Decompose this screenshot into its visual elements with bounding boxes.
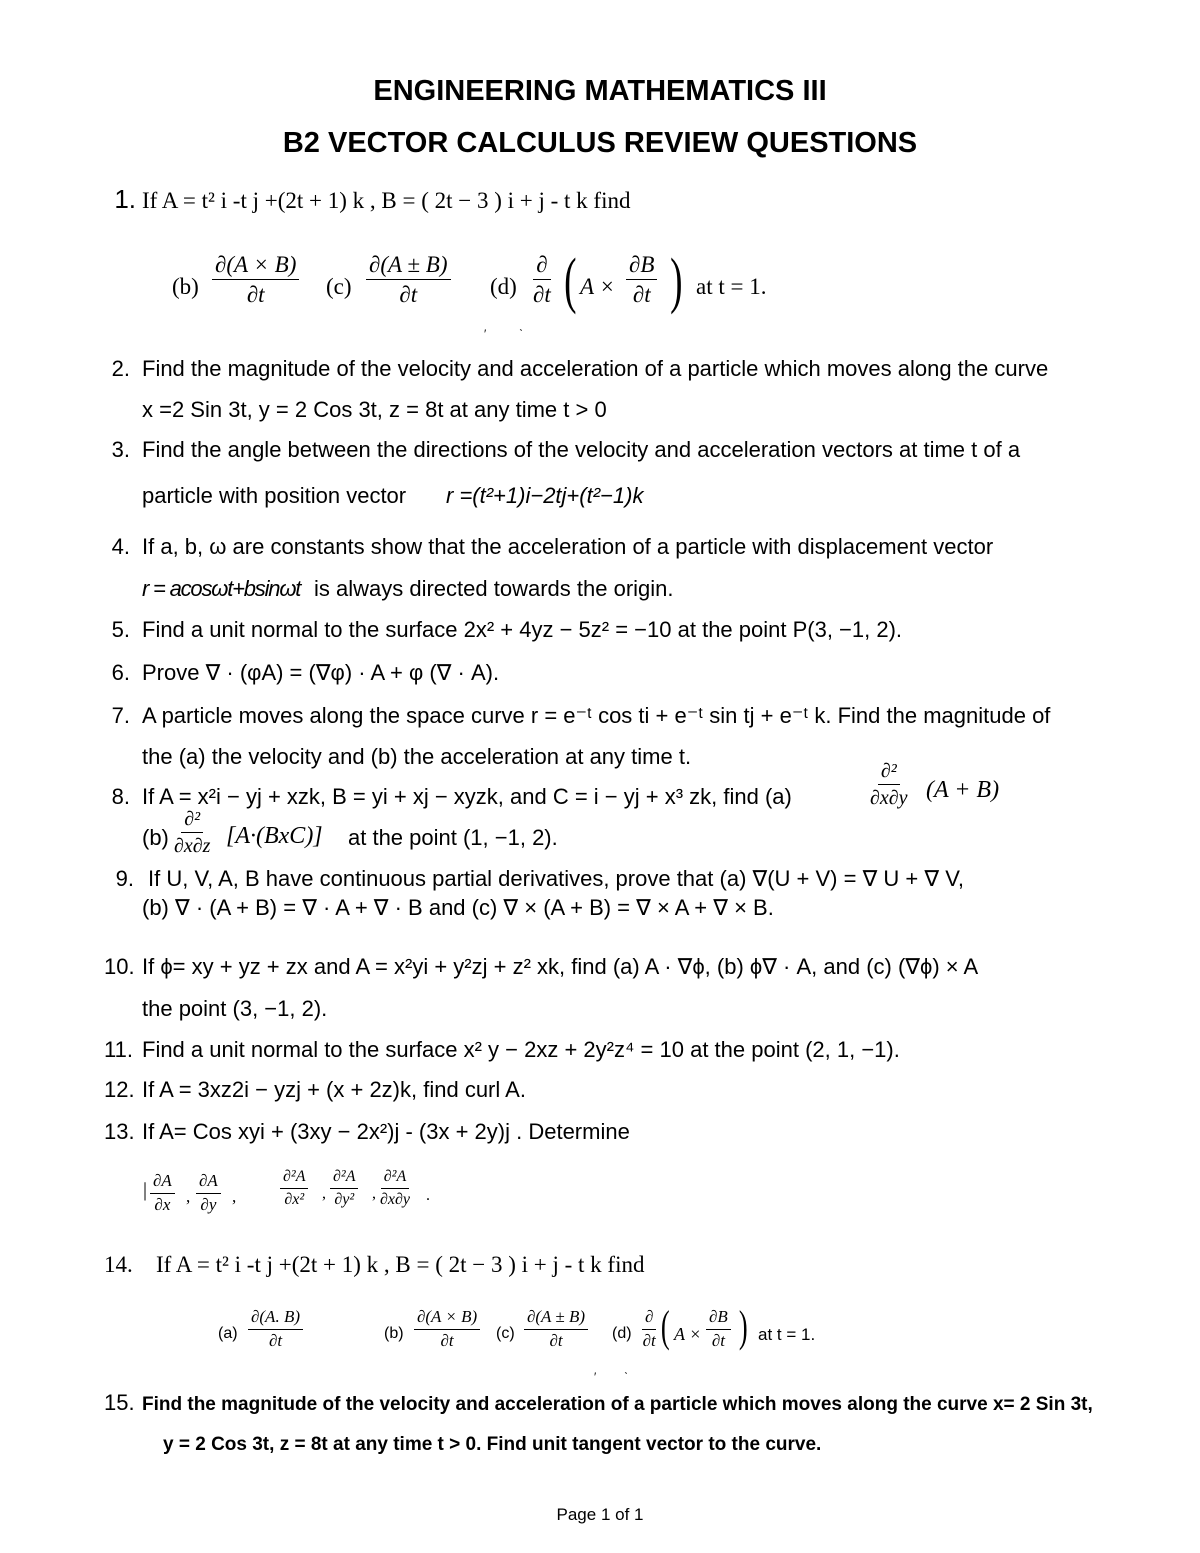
question-text: at the point (1, −1, 2).	[348, 825, 558, 850]
fraction-numerator: ∂²A	[381, 1168, 409, 1189]
question-number: 5.	[111, 617, 130, 642]
question-text: Find a unit normal to the surface 2x² + 4yz − 5z² = −10 at the point P(3, −1, 2).	[142, 617, 903, 642]
question-number: 13.	[104, 1119, 135, 1144]
question-number: 3.	[111, 437, 130, 462]
fraction-numerator: ∂(A × B)	[212, 252, 299, 280]
question-text: If A = t² i -t j +(2t + 1) k , B = ( 2t − 3 ) i + j - t k find	[142, 188, 631, 213]
part-label: (b)	[172, 274, 199, 299]
question-text: (b) ∇ · (A + B) = ∇ · A + ∇ · B and (c) ∇ × (A + B) = ∇ × A + ∇ × B.	[142, 895, 774, 920]
fraction-denominator: ∂x	[154, 1194, 171, 1214]
fraction-denominator: ∂x²	[284, 1190, 305, 1208]
stray-mark: ′	[594, 1370, 597, 1384]
question-text: Prove ∇ · (φA) = (∇φ) · A + φ (∇ · A).	[142, 660, 500, 685]
fraction-denominator: ∂t	[642, 1330, 656, 1350]
fraction-numerator: ∂	[533, 252, 550, 280]
fraction-denominator: ∂x∂y	[870, 787, 908, 809]
question-text: If A = t² i -t j +(2t + 1) k , B = ( 2t − 3 ) i + j - t k find	[156, 1252, 645, 1277]
question-text: If A = x²i − yj + xzk, B = yi + xj − xyzk, and C = i − yj + x³ zk, find (a)	[142, 784, 792, 809]
document-title: ENGINEERING MATHEMATICS III	[373, 75, 827, 107]
fraction-numerator: ∂(A. B)	[248, 1308, 303, 1330]
question-text: Find the magnitude of the velocity and acceleration of a particle which moves along the curve x= 2 Sin 3t,	[142, 1394, 1093, 1415]
question-tail: at t = 1.	[696, 274, 767, 299]
fraction-numerator: ∂(A ± B)	[524, 1308, 588, 1330]
fraction	[212, 252, 299, 308]
fraction	[706, 1308, 731, 1350]
fraction-numerator: ∂²A	[280, 1168, 308, 1189]
fraction	[524, 1308, 588, 1350]
fraction-denominator: ∂t	[632, 282, 651, 308]
bracket-mark: |	[143, 1179, 148, 1201]
part-label: (c)	[326, 274, 352, 299]
question-text: If A= Cos xyi + (3xy − 2x²)j - (3x + 2y)j . Determine	[142, 1119, 630, 1144]
comma: ,	[232, 1187, 237, 1206]
math-expression: (A + B)	[926, 777, 1000, 803]
question-text: x =2 Sin 3t, y = 2 Cos 3t, z = 8t at any time t > 0	[142, 397, 607, 422]
question-number: 4.	[111, 534, 130, 559]
question-text: If a, b, ω are constants show that the acceleration of a particle with displacement vector	[142, 534, 994, 559]
fraction	[626, 252, 657, 308]
stray-mark: ′	[484, 327, 487, 341]
question-number: 6.	[111, 660, 130, 685]
fraction-denominator: ∂t	[711, 1330, 725, 1350]
fraction	[642, 1308, 656, 1350]
question-number: 15.	[104, 1390, 135, 1415]
question-text: Find the angle between the directions of the velocity and acceleration vectors at time t of a	[142, 437, 1021, 462]
document-subtitle: B2 VECTOR CALCULUS REVIEW QUESTIONS	[282, 127, 918, 159]
question-text: Find the magnitude of the velocity and acceleration of a particle which moves along the curve	[142, 356, 1049, 381]
question-text: y = 2 Cos 3t, z = 8t at any time t > 0. Find unit tangent vector to the curve.	[163, 1434, 822, 1455]
left-paren: (	[564, 247, 577, 315]
part-label: (d)	[490, 274, 517, 299]
part-label: (b)	[384, 1325, 404, 1342]
question-tail: at t = 1.	[758, 1325, 816, 1344]
fraction-numerator: ∂B	[706, 1308, 731, 1330]
fraction-numerator: ∂A	[150, 1172, 175, 1194]
vector-expression: A ×	[580, 274, 615, 299]
question-text: is always directed towards the origin.	[314, 576, 674, 601]
fraction	[174, 808, 210, 857]
fraction-numerator: ∂²A	[330, 1168, 358, 1189]
question-number: 10.	[104, 954, 135, 979]
question-number: 11.	[104, 1037, 133, 1062]
fraction	[280, 1168, 308, 1208]
part-label: (b)	[142, 825, 169, 850]
left-paren: (	[660, 1302, 670, 1351]
question-text: the point (3, −1, 2).	[142, 996, 328, 1021]
position-vector: r =(t²+1)i−2tj+(t²−1)k	[446, 483, 644, 508]
period: .	[426, 1187, 430, 1204]
part-label: (c)	[496, 1325, 515, 1342]
question-number: 1.	[114, 184, 136, 214]
fraction	[380, 1168, 410, 1208]
fraction-numerator: ∂A	[196, 1172, 221, 1194]
fraction-numerator: ∂²	[181, 808, 203, 833]
question-text: the (a) the velocity and (b) the acceleration at any time t.	[142, 744, 692, 769]
fraction-denominator: ∂t	[268, 1330, 283, 1350]
part-label: (d)	[612, 1325, 632, 1342]
question-number: 14.	[104, 1252, 133, 1277]
fraction	[414, 1308, 480, 1350]
fraction-denominator: ∂x∂z	[174, 835, 211, 857]
displacement-vector: r = acosωt+bsinωt	[142, 576, 301, 601]
question-number: 9.	[115, 866, 134, 891]
question-number: 2.	[111, 356, 130, 381]
question-text: If U, V, A, B have continuous partial derivatives, prove that (a) ∇(U + V) = ∇ U + ∇ V,	[148, 866, 964, 891]
question-text: If A = 3xz2i − yzj + (x + 2z)k, find curl A.	[142, 1077, 526, 1102]
vector-expression: A ×	[674, 1324, 702, 1344]
fraction	[330, 1168, 358, 1208]
question-number: 7.	[111, 703, 130, 728]
fraction-numerator: ∂B	[626, 252, 657, 280]
fraction-numerator: ∂	[642, 1308, 656, 1330]
question-text: If ϕ= xy + yz + zx and A = x²yi + y²zj + z² xk, find (a) A · ∇ϕ, (b) ϕ∇ · A, and (c) (∇ϕ) × A	[142, 954, 979, 979]
fraction-denominator: ∂y	[200, 1194, 217, 1214]
comma: ,	[186, 1187, 191, 1206]
question-text: Find a unit normal to the surface x² y − 2xz + 2y²z⁴ = 10 at the point (2, 1, −1).	[142, 1037, 900, 1062]
question-text: A particle moves along the space curve r = e⁻ᵗ cos ti + e⁻ᵗ sin tj + e⁻ᵗ k. Find the magnitude of	[142, 703, 1051, 728]
question-number: 12.	[104, 1077, 135, 1102]
comma: ,	[372, 1185, 376, 1202]
right-paren: )	[670, 247, 683, 315]
fraction	[533, 252, 551, 308]
fraction-denominator: ∂x∂y	[380, 1190, 411, 1208]
stray-mark: ˋ	[519, 327, 523, 341]
fraction-denominator: ∂t	[549, 1330, 563, 1350]
fraction-denominator: ∂y²	[334, 1190, 355, 1208]
fraction	[248, 1308, 303, 1350]
fraction-numerator: ∂(A ± B)	[366, 252, 451, 280]
fraction	[366, 252, 451, 308]
right-paren: )	[738, 1302, 748, 1351]
fraction	[150, 1172, 175, 1214]
fraction-numerator: ∂(A × B)	[414, 1308, 480, 1330]
stray-mark: ˋ	[624, 1370, 628, 1384]
fraction-numerator: ∂²	[878, 760, 900, 785]
comma: ,	[322, 1185, 326, 1202]
fraction-denominator: ∂t	[440, 1330, 454, 1350]
page-number: Page 1 of 1	[556, 1505, 644, 1524]
fraction-denominator: ∂t	[533, 282, 551, 308]
part-label: (a)	[218, 1325, 238, 1342]
question-number: 8.	[111, 784, 130, 809]
fraction	[196, 1172, 221, 1214]
fraction-denominator: ∂t	[246, 282, 265, 308]
math-expression: [A·(BxC)]	[226, 823, 323, 849]
fraction	[870, 760, 908, 809]
fraction-denominator: ∂t	[399, 282, 418, 308]
question-text: particle with position vector	[142, 483, 407, 508]
